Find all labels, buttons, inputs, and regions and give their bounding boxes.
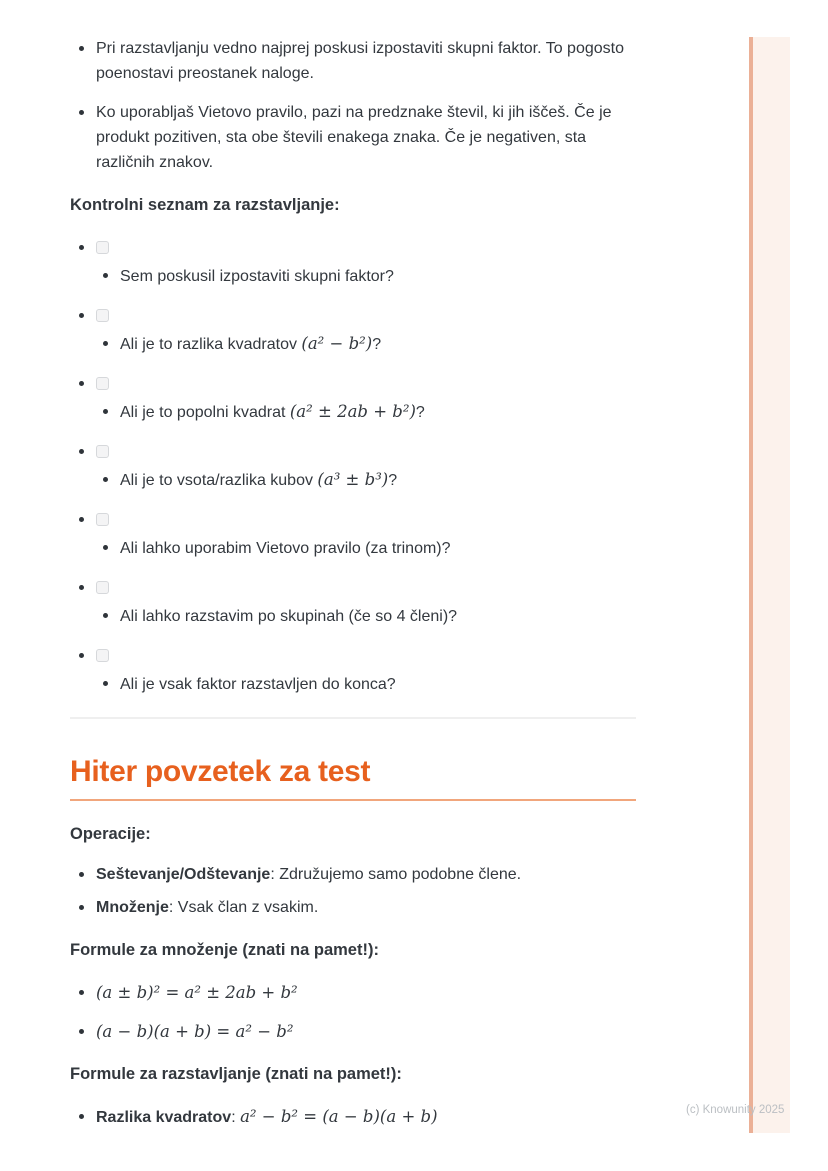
- operation-text: : Združujemo samo podobne člene.: [270, 866, 522, 883]
- math-expression: (a³ ± b³): [317, 470, 389, 489]
- checklist-item-text: Ali je to razlika kvadratov (a² − b²)?: [70, 331, 636, 357]
- intro-bullet-text: Ko uporabljaš Vietovo pravilo, pazi na predznake števil, ki jih iščeš. Če je produkt pozitiven, sta obe števili enakega znaka. Če je negativen, sta različnih znakov.: [96, 104, 612, 171]
- checkbox-row: [70, 241, 636, 254]
- operation-item: [70, 895, 636, 920]
- mult-formulas-list: [70, 979, 636, 1046]
- factor-formulas-title: Formule za razstavljanje (znati na pamet!):: [70, 1065, 402, 1083]
- checklist-item: [70, 649, 636, 697]
- checklist: [70, 241, 636, 697]
- checklist-item: [70, 241, 636, 289]
- checkbox-row: [70, 445, 636, 458]
- checklist-item-text: Ali je to vsota/razlika kubov (a³ ± b³)?: [70, 467, 636, 493]
- formula-item: Razlika kvadratov: a² − b² = (a − b)(a + b): [70, 1103, 636, 1131]
- operations-list: [70, 862, 636, 920]
- mult-formulas-title: Formule za množenje (znati na pamet!):: [70, 941, 379, 959]
- operation-label: Množenje: [96, 899, 169, 916]
- checkbox-row: [70, 581, 636, 594]
- checklist-item-text: Ali lahko razstavim po skupinah (če so 4 členi)?: [70, 603, 636, 629]
- checklist-item: [70, 377, 636, 425]
- section-divider: [70, 717, 636, 719]
- formula-item: [70, 979, 636, 1007]
- intro-bullet: [70, 100, 636, 175]
- checklist-item-text: Ali je to popolni kvadrat (a² ± 2ab + b²)?: [70, 399, 636, 425]
- operations-title: Operacije:: [70, 825, 151, 843]
- math-expression: (a − b)(a + b) = a² − b²: [96, 1022, 294, 1041]
- checkbox-icon[interactable]: [96, 649, 109, 662]
- math-expression: (a ± b)² = a² ± 2ab + b²: [96, 983, 298, 1002]
- math-expression: (a² − b²): [301, 334, 373, 353]
- checklist-item: [70, 581, 636, 629]
- operation-text: : Vsak član z vsakim.: [168, 899, 319, 916]
- checklist-item: [70, 445, 636, 493]
- checklist-item-text: Ali lahko uporabim Vietovo pravilo (za trinom)?: [70, 535, 636, 561]
- intro-bullet-list: [70, 36, 636, 175]
- operation-item: [70, 862, 636, 887]
- intro-bullet: [70, 36, 636, 86]
- math-expression: a² − b² = (a − b)(a + b): [240, 1107, 438, 1126]
- formula-item: [70, 1018, 636, 1046]
- checklist-title: Kontrolni seznam za razstavljanje:: [70, 196, 340, 214]
- checkbox-icon[interactable]: [96, 309, 109, 322]
- checkbox-row: [70, 513, 636, 526]
- document-content: [70, 36, 636, 1142]
- checkbox-row: [70, 377, 636, 390]
- checklist-item: [70, 309, 636, 357]
- summary-heading: Hiter povzetek za test: [70, 755, 371, 788]
- operation-label: Seštevanje/Odštevanje: [96, 866, 271, 883]
- summary-heading-rule: [70, 799, 636, 801]
- checkbox-icon[interactable]: [96, 377, 109, 390]
- checkbox-row: [70, 649, 636, 662]
- checkbox-icon[interactable]: [96, 581, 109, 594]
- checkbox-icon[interactable]: [96, 241, 109, 254]
- copyright-watermark: (c) Knowunity 2025: [686, 1104, 785, 1116]
- checklist-item-text: Sem poskusil izpostaviti skupni faktor?: [70, 263, 636, 289]
- intro-bullet-text: Pri razstavljanju vedno najprej poskusi izpostaviti skupni faktor. To pogosto poenostavi preostanek naloge.: [96, 40, 624, 82]
- formula-label: Razlika kvadratov: [96, 1109, 232, 1126]
- checklist-item-text: Ali je vsak faktor razstavljen do konca?: [70, 671, 636, 697]
- checklist-item: [70, 513, 636, 561]
- math-expression: (a² ± 2ab + b²): [289, 402, 416, 421]
- checkbox-row: [70, 309, 636, 322]
- checkbox-icon[interactable]: [96, 445, 109, 458]
- factor-formulas-list: [70, 1103, 636, 1131]
- page-edge-stripe: [749, 37, 790, 1133]
- checkbox-icon[interactable]: [96, 513, 109, 526]
